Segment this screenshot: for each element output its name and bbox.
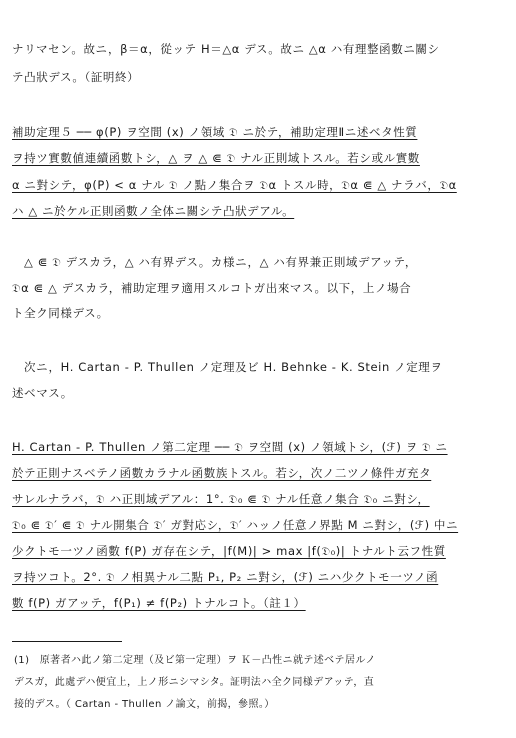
text-line: 述ベマス。: [12, 386, 73, 400]
theorem-line: 𝔇₀ ⋐ 𝔇′ ⋐ 𝔇 ナル開集合 𝔇′ ガ對応シ，𝔇′ ハッノ任意ノ界點 M ニ對シ，(ℱ) 中ニ: [12, 518, 459, 532]
text-line: △ ⋐ 𝔇 デスカラ，△ ハ有界デス。カ様ニ，△ ハ有界兼正則域デアッテ，: [24, 255, 417, 269]
lemma-5-line: α ニ對シテ，φ(P) < α ナル 𝔇 ノ點ノ集合ヲ 𝔇α トスル時，𝔇α ⋐ △ ナラバ，𝔇α: [12, 178, 457, 192]
lemma-5-line: 補助定理５ ── φ(P) ヲ空間 (x) ノ領域 𝔇 ニ於テ，補助定理Ⅱニ述ベタ性質: [12, 125, 418, 139]
theorem-line: H. Cartan - P. Thullen ノ第二定理 ── 𝔇 ヲ空間 (x) ノ領域トシ，(ℱ) ヲ 𝔇 ニ: [12, 440, 448, 454]
text-line: 次ニ，H. Cartan - P. Thullen ノ定理及ビ H. Behnke - K. Stein ノ定理ヲ: [24, 360, 443, 374]
theorem-line: ヲ持ツコト。2°. 𝔇 ノ相異ナル二點 P₁, P₂ ニ對シ，(ℱ) ニハ少クトモ一ツノ函: [12, 570, 439, 584]
text-line: テ凸狀デス。（証明終）: [12, 70, 140, 84]
footnote-line: 接的デス。（ Cartan - Thullen ノ論文，前揭，參照。）: [14, 699, 275, 710]
footnote-line: (1) 原著者ハ此ノ第二定理（及ビ第一定理）ヲ Ｋ－凸性ニ就テ述ベテ居ルノ: [14, 655, 376, 666]
theorem-line: 數 f(P) ガアッテ，f(P₁) ≠ f(P₂) トナルコト。（註１）: [12, 596, 306, 610]
text-line: ト全ク同様デス。: [12, 306, 109, 320]
theorem-line: サレルナラバ，𝔇 ハ正則域デアル：1°. 𝔇₀ ⋐ 𝔇 ナル任意ノ集合 𝔇₀ ニ對シ，: [12, 492, 430, 506]
theorem-line: 於テ正則ナスベテノ函數カラナル函數族トスル。若シ，次ノ二ツノ條件ガ充タ: [12, 466, 432, 480]
lemma-5-line: ハ △ ニ於ケル正則函數ノ全体ニ關シテ凸狀デアル。: [12, 204, 295, 218]
theorem-line: 少クトモ一ツノ函數 f(P) ガ存在シテ，|f(M)| > max |f(𝔇₀)| トナルト云フ性質: [12, 544, 446, 558]
footnote-line: デスガ，此處デハ便宜上，上ノ形ニシマシタ。証明法ハ全ク同様デアッテ，直: [14, 677, 375, 688]
footnote-rule: [12, 641, 122, 642]
text-line: ナリマセン。故ニ，β＝α，從ッテ H＝△α デス。故ニ △α ハ有理整函數ニ關シ: [12, 42, 440, 56]
text-line: 𝔇α ⋐ △ デスカラ，補助定理ヲ適用スルコトガ出來マス。以下，上ノ場合: [12, 281, 412, 295]
lemma-5-line: ヲ持ツ實數値連續函數トシ，△ ヲ △ ⋐ 𝔇 ナル正則域トスル。若シ或ル實數: [12, 151, 420, 165]
